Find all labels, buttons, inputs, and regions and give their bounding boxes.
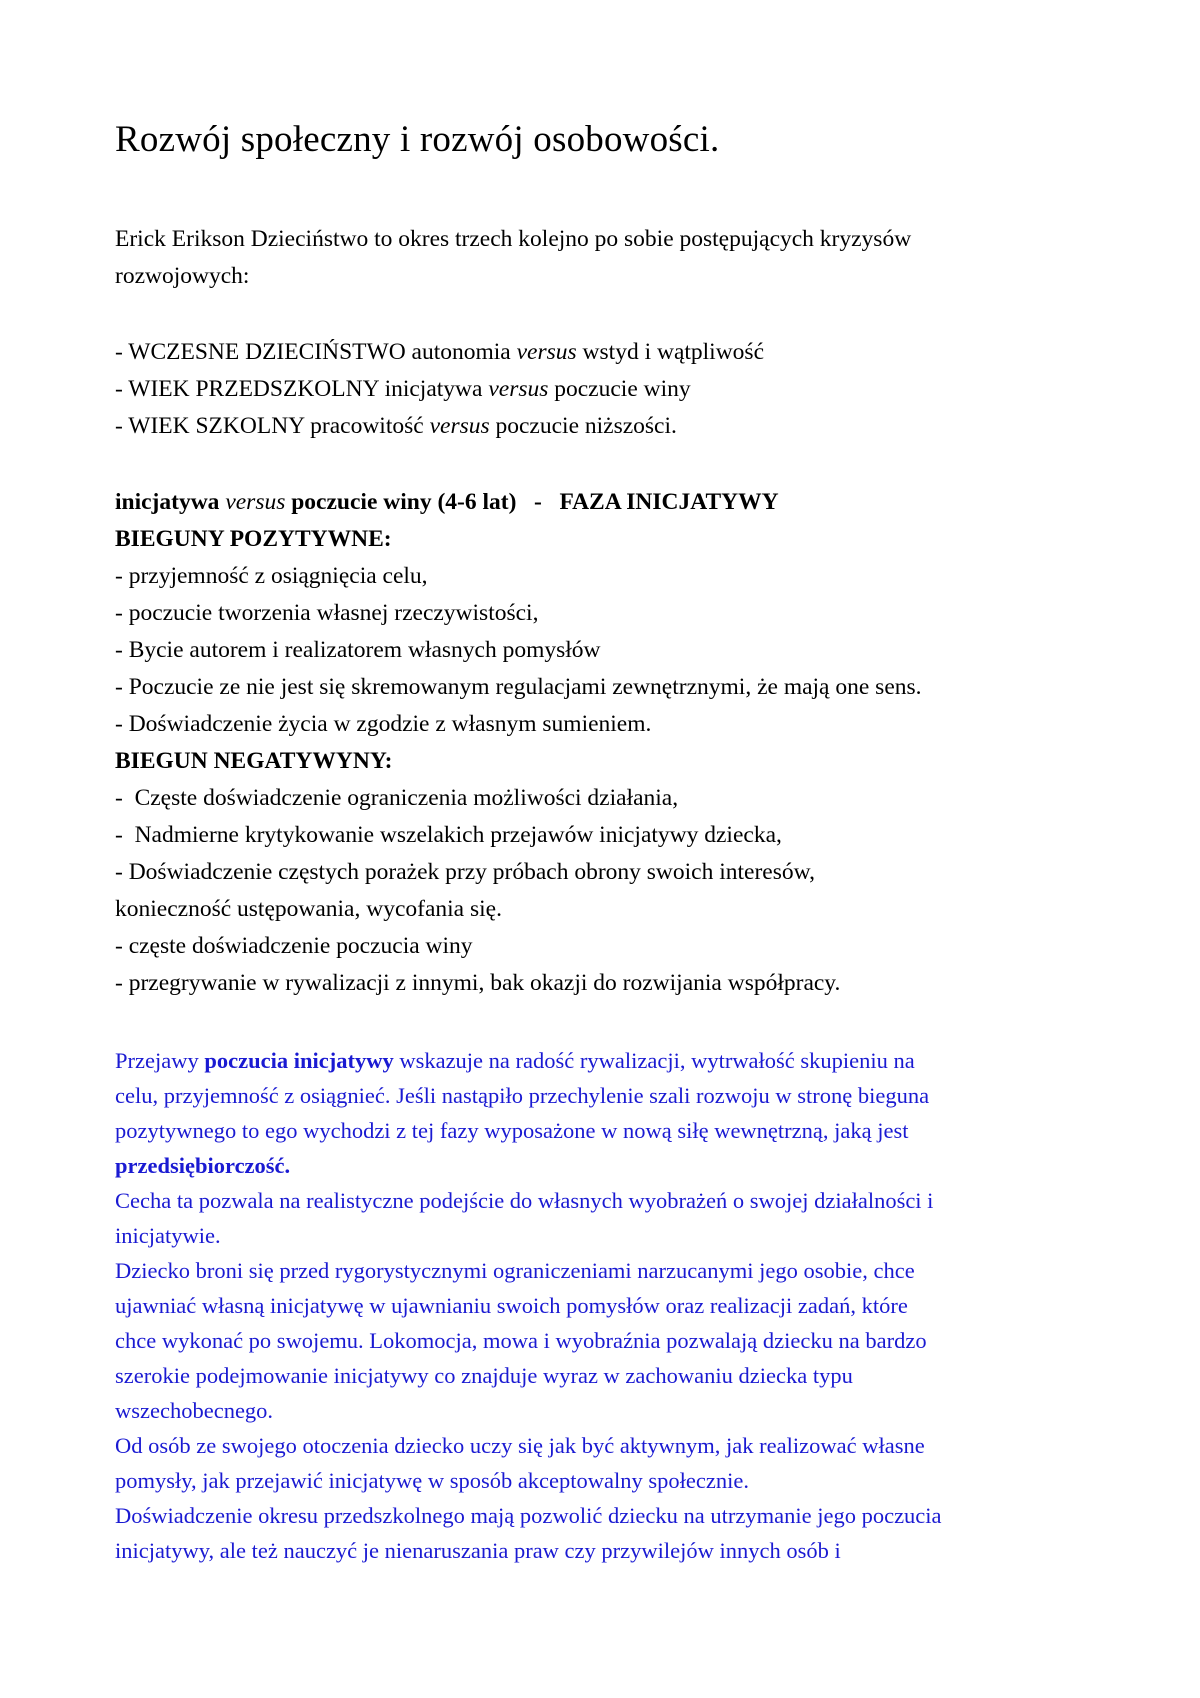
blue-line: pozytywnego to ego wychodzi z tej fazy wyposażone w nową siłę wewnętrzną, jaką jest xyxy=(115,1118,909,1143)
blue-line xyxy=(115,1043,1095,1078)
crisis-text: wstyd i wątpliwość xyxy=(576,339,765,365)
negative-item: - częste doświadczenie poczucia winy xyxy=(115,933,473,959)
intro-line-2: rozwojowych: xyxy=(115,263,250,289)
positive-item: - Doświadczenie życia w zgodzie z własnym sumieniem. xyxy=(115,711,652,737)
crisis-text: - WIEK SZKOLNY pracowitość xyxy=(115,413,430,439)
positive-item: - przyjemność z osiągnięcia celu, xyxy=(115,563,428,589)
intro-line-1: Erick Erikson Dzieciństwo to okres trzech kolejno po sobie postępujących kryzysów xyxy=(115,226,912,252)
document-title: Rozwój społeczny i rozwój osobowości. xyxy=(115,119,720,160)
blue-commentary xyxy=(115,1043,1095,1568)
versus-word: versus xyxy=(429,413,490,439)
blue-line: Doświadczenie okresu przedszkolnego mają pozwolić dziecku na utrzymanie jego poczucia xyxy=(115,1503,942,1528)
negative-item: konieczność ustępowania, wycofania się. xyxy=(115,896,502,922)
blue-line: celu, przyjemność z osiągnieć. Jeśli nastąpiło przechylenie szali rozwoju w stronę bieguna xyxy=(115,1083,930,1108)
phase-heading-part: inicjatywa xyxy=(115,489,226,515)
blue-line: ujawniać własną inicjatywę w ujawnianiu swoich pomysłów oraz realizacji zadań, które xyxy=(115,1293,908,1318)
blue-bold-line: przedsiębiorczość. xyxy=(115,1153,291,1178)
positive-item: - Poczucie ze nie jest się skremowanym regulacjami zewnętrznymi, że mają one sens. xyxy=(115,674,922,700)
blue-line: szerokie podejmowanie inicjatywy co znajduje wyraz w zachowaniu dziecka typu xyxy=(115,1363,853,1388)
phase-heading-part: poczucie winy (4-6 lat) - FAZA INICJATYWY xyxy=(285,489,779,515)
intro-paragraph xyxy=(115,221,1095,295)
blue-line: pomysły, jak przejawić inicjatywę w sposób akceptowalny społecznie. xyxy=(115,1468,749,1493)
blue-line: Dziecko broni się przed rygorystycznymi ograniczeniami narzucanymi jego osobie, chce xyxy=(115,1258,915,1283)
phase-heading xyxy=(115,484,1095,521)
versus-word: versus xyxy=(488,376,549,402)
negative-item: - Nadmierne krytykowanie wszelakich przejawów inicjatywy dziecka, xyxy=(115,822,782,848)
negative-item: - przegrywanie w rywalizacji z innymi, bak okazji do rozwijania współpracy. xyxy=(115,970,841,996)
blue-line: Od osób ze swojego otoczenia dziecko uczy się jak być aktywnym, jak realizować własne xyxy=(115,1433,925,1458)
blue-line: chce wykonać po swojemu. Lokomocja, mowa i wyobraźnia pozwalają dziecku na bardzo xyxy=(115,1328,927,1353)
versus-word: versus xyxy=(516,339,577,365)
blue-bold-text: poczucia inicjatywy xyxy=(204,1048,394,1073)
crisis-text: poczucie winy xyxy=(548,376,691,402)
blue-line: inicjatywy, ale też nauczyć je nienaruszania praw czy przywilejów innych osób i xyxy=(115,1538,841,1563)
blue-line: Cecha ta pozwala na realistyczne podejście do własnych wyobrażeń o swojej działalności i xyxy=(115,1188,934,1213)
crisis-item xyxy=(115,371,1095,408)
crisis-list xyxy=(115,334,1095,445)
blue-line: wszechobecnego. xyxy=(115,1398,274,1423)
blue-text: Przejawy xyxy=(115,1048,205,1073)
crisis-text: - WCZESNE DZIECIŃSTWO autonomia xyxy=(115,339,517,365)
positive-poles-title: BIEGUNY POZYTYWNE: xyxy=(115,526,392,552)
versus-word: versus xyxy=(225,489,286,515)
crisis-item xyxy=(115,334,1095,371)
positive-item: - poczucie tworzenia własnej rzeczywistości, xyxy=(115,600,539,626)
positive-item: - Bycie autorem i realizatorem własnych pomysłów xyxy=(115,637,601,663)
negative-item: - Częste doświadczenie ograniczenia możliwości działania, xyxy=(115,785,679,811)
blue-text: wskazuje na radość rywalizacji, wytrwałość skupieniu na xyxy=(393,1048,915,1073)
crisis-text: - WIEK PRZEDSZKOLNY inicjatywa xyxy=(115,376,489,402)
negative-item: - Doświadczenie częstych porażek przy próbach obrony swoich interesów, xyxy=(115,859,815,885)
crisis-item xyxy=(115,408,1095,445)
blue-line: inicjatywie. xyxy=(115,1223,221,1248)
negative-pole-title: BIEGUN NEGATYWYNY: xyxy=(115,748,393,774)
phase-section xyxy=(115,484,1095,1002)
crisis-text: poczucie niższości. xyxy=(489,413,677,439)
